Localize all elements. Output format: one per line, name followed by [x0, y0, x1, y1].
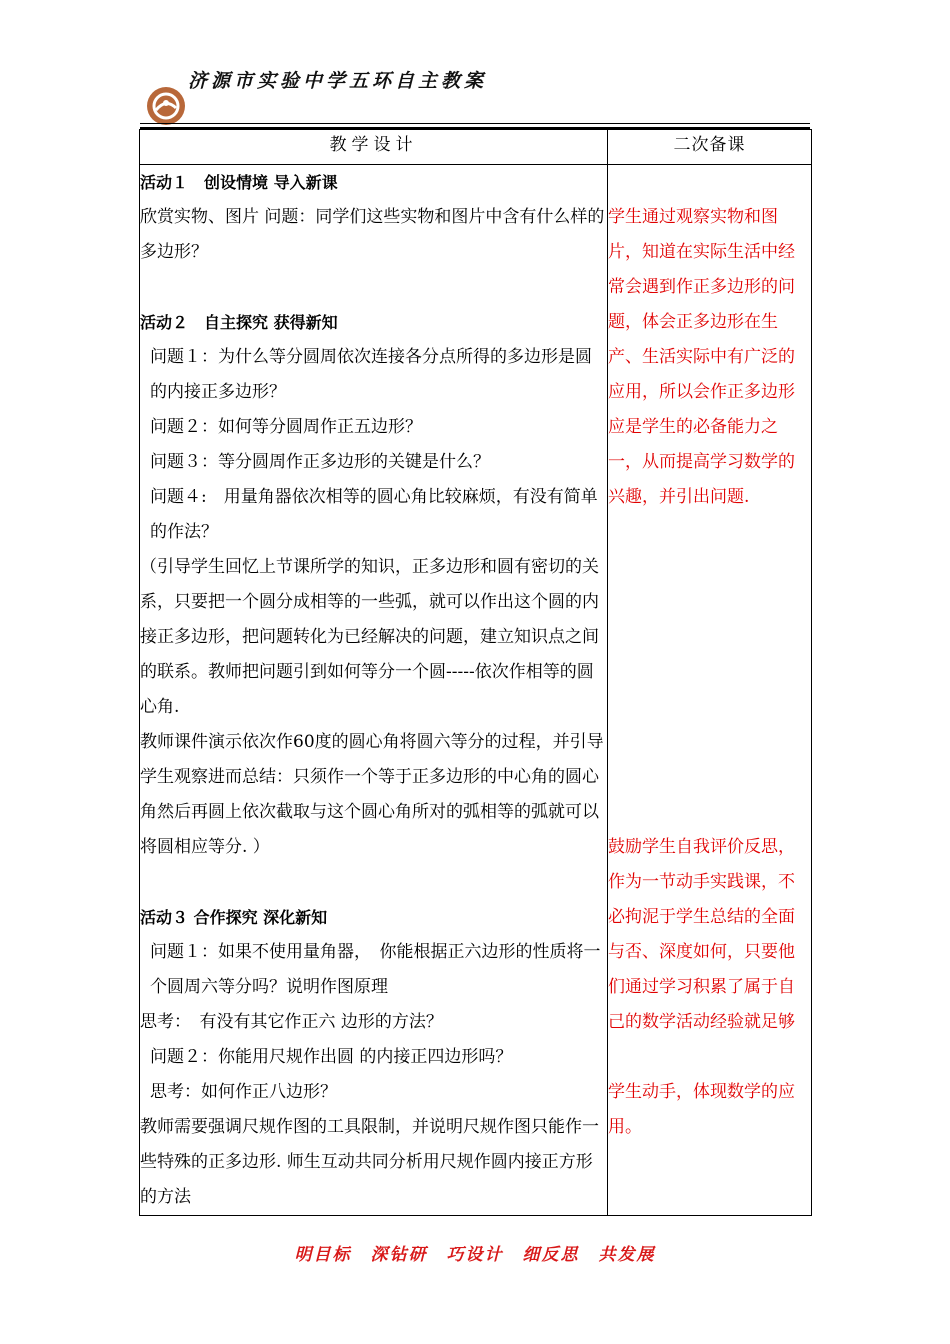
header-rule-thin: [140, 123, 810, 124]
spacer: [608, 1040, 811, 1075]
activity-2-question-3: 问题３：等分圆周作正多边形的关键是什么？: [150, 452, 490, 472]
activity-3-think-2: 思考：如何作正八边形？: [150, 1082, 337, 1102]
spacer: [140, 865, 607, 900]
table-body-row: [140, 165, 812, 1216]
spacer: [140, 270, 607, 305]
school-title: 济源市实验中学五环自主教案: [188, 70, 488, 92]
activity-3-think-1: 思考： 有没有其它作正六 边形的方法？: [140, 1012, 443, 1032]
activity-1-title: 活动１ 创设情境 导入新课: [140, 173, 338, 192]
table-header-row: [140, 130, 812, 165]
column-header-teaching-design: 教学设计: [140, 130, 608, 165]
activity-1-question: 欣赏实物、图片 问题：同学们这些实物和图片中含有什么样的多边形？: [140, 207, 605, 262]
activity-3-question-1: 问题１：如果不使用量角器， 你能根据正六边形的性质将一 个圆周六等分吗？说明作图原理: [150, 942, 601, 997]
prep-note-3: 学生动手，体现数学的应用。: [608, 1082, 795, 1137]
activity-3-title: 活动３ 合作探究 深化新知: [140, 908, 328, 927]
footer-motto: 明目标 深钻研 巧设计 细反思 共发展: [294, 1245, 656, 1265]
prep-note-1: 学生通过观察实物和图片，知道在实际生活中经常会遇到作正多边形的问题，体会正多边形在生产、生活实际中有广泛的应用，所以会作正多边形应是学生的必备能力之一，从而提高学习数学的兴趣，并引出问题.: [608, 207, 795, 507]
page-header: [140, 60, 810, 130]
column-header-second-prep: 二次备课: [608, 130, 812, 165]
teaching-design-cell: [140, 165, 608, 1216]
activity-2-title: 活动２ 自主探究 获得新知: [140, 313, 338, 332]
activity-3-teacher-note: 教师需要强调尺规作图的工具限制，并说明尺规作图只能作一些特殊的正多边形. 师生互动共同分析用尺规作圆内接正方形的方法: [140, 1117, 599, 1207]
activity-2-question-1: 问题１：为什么等分圆周依次连接各分点所得的多边形是圆的内接正多边形？: [150, 347, 592, 402]
activity-3-question-2: 问题２：你能用尺规作出圆 的内接正四边形吗？: [150, 1047, 513, 1067]
spacer: [608, 515, 811, 830]
activity-2-demo: 教师课件演示依次作60度的圆心角将圆六等分的过程，并引导学生观察进而总结：只须作一个等于正多边形的中心角的圆心角然后再圆上依次截取与这个圆心角所对的弧相等的弧就可以将圆相应等分. ）: [140, 732, 604, 857]
second-prep-cell: [608, 165, 812, 1216]
activity-2-question-2: 问题２：如何等分圆周作正五边形？: [150, 417, 422, 437]
school-logo-icon: [146, 86, 186, 126]
activity-2-guidance: （引导学生回忆上节课所学的知识，正多边形和圆有密切的关系，只要把一个圆分成相等的一些弧，就可以作出这个圆的内接正多边形，把问题转化为已经解决的问题，建立知识点之间的联系。教师把问题引到如何等分一个圆-----依次作相等的圆心角.: [140, 557, 599, 717]
prep-note-2: 鼓励学生自我评价反思，作为一节动手实践课，不必拘泥于学生总结的全面与否、深度如何，只要他们通过学习积累了属于自己的数学活动经验就足够: [608, 837, 795, 1032]
lesson-plan-table: [139, 129, 812, 1216]
activity-2-question-4: 问题４: 用量角器依次相等的圆心角比较麻烦，有没有简单的作法？: [150, 487, 598, 542]
